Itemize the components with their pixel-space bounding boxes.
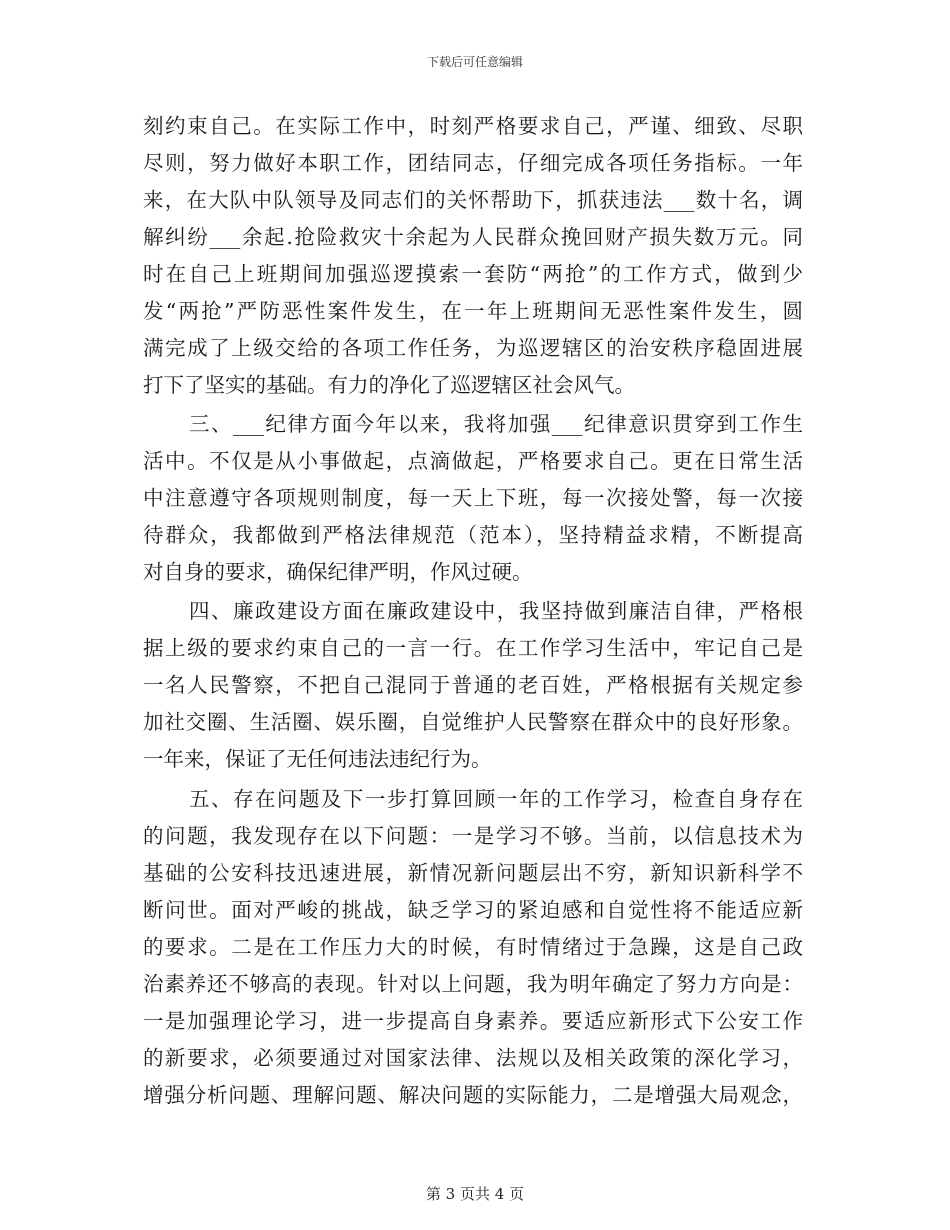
text-line: 一名人民警察，不把自己混同于普通的老百姓，严格根据有关规定参 — [143, 673, 803, 697]
text-line: 治素养还不够高的表现。针对以上问题，我为明年确定了努力方向是： — [143, 972, 803, 996]
page-number: 第 3 页共 4 页 — [425, 1185, 525, 1203]
text-line: 满完成了上级交给的各项工作任务，为巡逻辖区的治安秩序稳固进展 — [143, 336, 803, 360]
text-line: 基础的公安科技迅速进展，新情况新问题层出不穷，新知识新科学不 — [143, 861, 803, 885]
text-line: 的新要求，必须要通过对国家法律、法规以及相关政策的深化学习， — [143, 1046, 803, 1070]
text-line: 中注意遵守各项规则制度，每一天上下班，每一次接处警，每一次接 — [143, 486, 803, 510]
text-line: 的要求。二是在工作压力大的时候，有时情绪过于急躁，这是自己政 — [143, 935, 803, 959]
text-line: 的问题，我发现存在以下问题：一是学习不够。当前，以信息技术为 — [143, 824, 803, 848]
text-line: 活中。不仅是从小事做起，点滴做起，严格要求自己。更在日常生活 — [143, 449, 803, 473]
text-line: 加社交圈、生活圈、娱乐圈，自觉维护人民警察在群众中的良好形象。 — [143, 710, 803, 734]
text-line: 待群众，我都做到严格法律规范（范本），坚持精益求精，不断提高 — [143, 523, 803, 547]
paragraph-start-line: 三、___纪律方面今年以来，我将加强___纪律意识贯穿到工作生 — [189, 412, 803, 436]
text-line: 发“两抢”严防恶性案件发生，在一年上班期间无恶性案件发生，圆 — [143, 299, 803, 323]
page-header: 下载后可任意编辑 — [426, 55, 523, 69]
text-line: 断问世。面对严峻的挑战，缺乏学习的紧迫感和自觉性将不能适应新 — [143, 898, 803, 922]
paragraph-start-line: 五、存在问题及下一步打算回顾一年的工作学习，检查自身存在 — [189, 787, 803, 811]
text-line: 解纠纷___余起.抢险救灾十余起为人民群众挽回财产损失数万元。同 — [143, 225, 803, 249]
text-line: 一年来，保证了无任何违法违纪行为。 — [143, 747, 492, 771]
text-line: 据上级的要求约束自己的一言一行。在工作学习生活中，牢记自己是 — [143, 636, 803, 660]
text-line: 刻约束自己。在实际工作中，时刻严格要求自己，严谨、细致、尽职 — [143, 114, 803, 138]
text-line: 来，在大队中队领导及同志们的关怀帮助下，抓获违法___数十名，调 — [143, 188, 803, 212]
text-line: 尽则，努力做好本职工作，团结同志，仔细完成各项任务指标。一年 — [143, 151, 803, 175]
text-line: 一是加强理论学习，进一步提高自身素养。要适应新形式下公安工作 — [143, 1009, 803, 1033]
text-line: 打下了坚实的基础。有力的净化了巡逻辖区社会风气。 — [143, 373, 635, 397]
text-line: 对自身的要求，确保纪律严明，作风过硬。 — [143, 560, 533, 584]
text-line: 时在自己上班期间加强巡逻摸索一套防“两抢”的工作方式，做到少 — [143, 262, 803, 286]
text-line: 增强分析问题、理解问题、解决问题的实际能力，二是增强大局观念， — [143, 1083, 803, 1107]
paragraph-start-line: 四、廉政建设方面在廉政建设中，我坚持做到廉洁自律，严格根 — [189, 599, 803, 623]
